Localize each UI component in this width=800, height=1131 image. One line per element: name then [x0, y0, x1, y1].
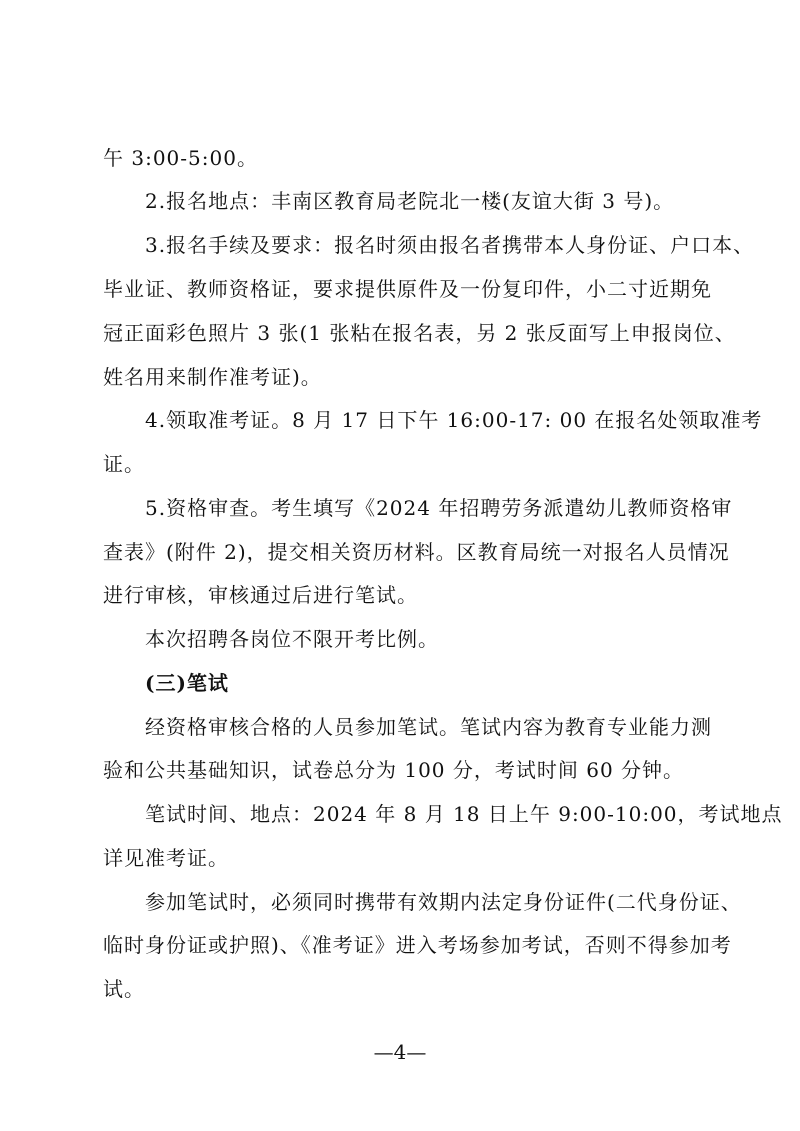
text-line: 毕业证、教师资格证，要求提供原件及一份复印件，小二寸近期免 [103, 277, 712, 301]
text-line: 试。 [103, 977, 145, 1001]
section-heading: (三)笔试 [145, 671, 229, 695]
page-number: —4— [373, 1040, 427, 1064]
text-line: 查表》(附件 2)，提交相关资历材料。区教育局统一对报名人员情况 [103, 540, 730, 564]
text-line: 本次招聘各岗位不限开考比例。 [145, 627, 439, 651]
text-line: 临时身份证或护照)、《准考证》进入考场参加考试，否则不得参加考 [103, 933, 732, 957]
text-line: 午 3:00-5:00。 [103, 146, 258, 170]
text-line: 参加笔试时，必须同时携带有效期内法定身份证件(二代身份证、 [145, 890, 742, 914]
text-line: 3.报名手续及要求：报名时须由报名者携带本人身份证、户口本、 [145, 233, 755, 257]
text-line: 详见准考证。 [103, 846, 229, 870]
text-line: 2.报名地点：丰南区教育局老院北一楼(友谊大街 3 号)。 [145, 189, 675, 213]
text-line: 经资格审核合格的人员参加笔试。笔试内容为教育专业能力测 [145, 715, 712, 739]
text-line: 笔试时间、地点：2024 年 8 月 18 日上午 9:00-10:00，考试地点 [145, 802, 783, 826]
text-line: 5.资格审查。考生填写《2024 年招聘劳务派遣幼儿教师资格审 [145, 496, 733, 520]
text-line: 证。 [103, 452, 145, 476]
text-line: 验和公共基础知识，试卷总分为 100 分，考试时间 60 分钟。 [103, 758, 685, 782]
text-line: 进行审核，审核通过后进行笔试。 [103, 583, 418, 607]
text-line: 冠正面彩色照片 3 张(1 张粘在报名表，另 2 张反面写上申报岗位、 [103, 321, 736, 345]
text-line: 姓名用来制作准考证)。 [103, 365, 322, 389]
text-line: 4.领取准考证。8 月 17 日下午 16:00-17: 00 在报名处领取准考 [145, 408, 763, 432]
